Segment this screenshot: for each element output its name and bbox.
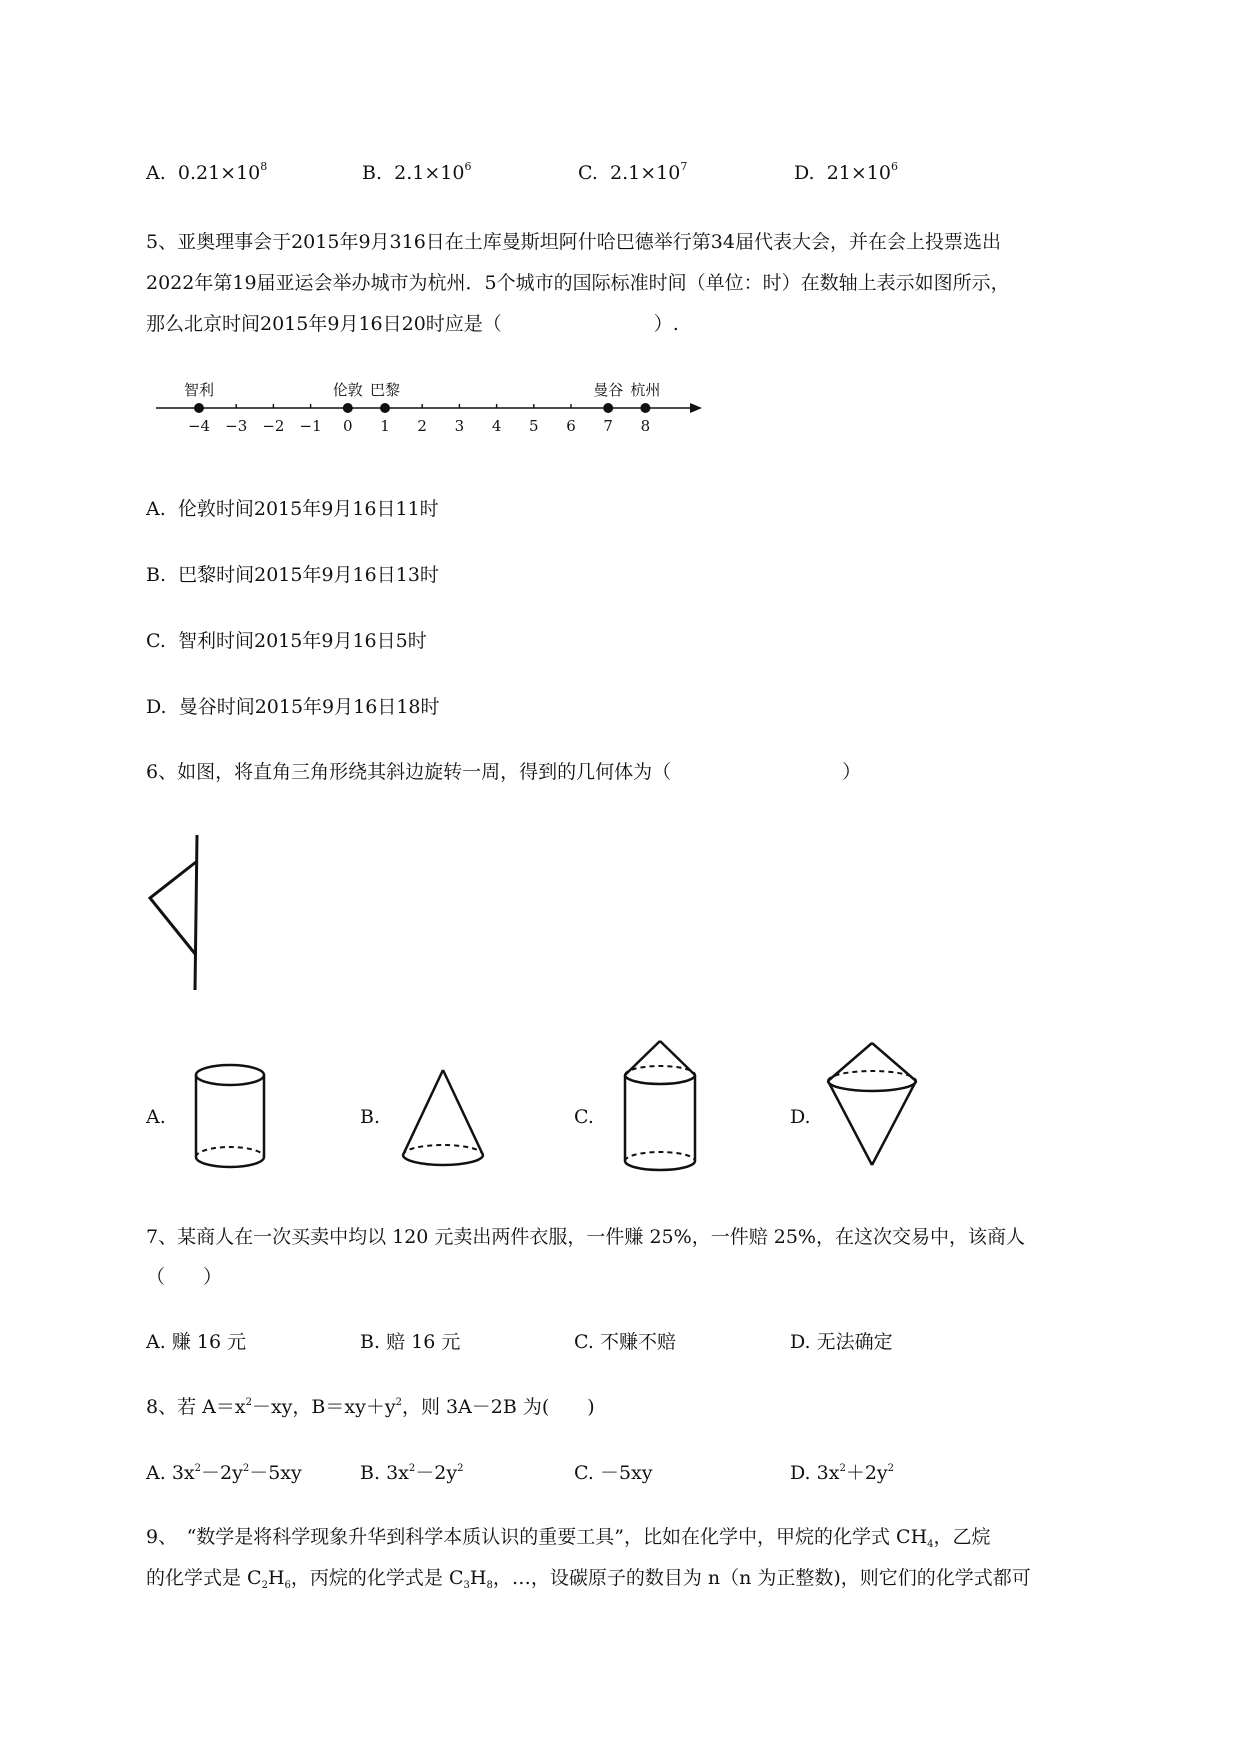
q7-stem-line2: （ ）: [146, 1266, 223, 1288]
exponent: 2: [245, 1397, 252, 1408]
q9-line1: [146, 1522, 991, 1550]
option-text: 曼谷时间2015年9月16日18时: [178, 696, 440, 718]
option-letter: C.: [574, 1331, 594, 1353]
q6-option-b-cone: [395, 1060, 495, 1175]
number-line-city-label: 伦敦: [332, 381, 363, 399]
q4-option-c: [578, 160, 687, 184]
q8-option-a: [146, 1458, 302, 1485]
subscript: 3: [463, 1580, 470, 1591]
number-line-point: [194, 403, 204, 413]
q8-stem: [146, 1392, 595, 1419]
exponent: 2: [395, 1397, 402, 1408]
stem-part: 8、若 A＝x: [146, 1396, 246, 1418]
option-text: 不赚不赔: [599, 1331, 676, 1353]
option-letter: A.: [146, 498, 166, 520]
q6-option-a-cylinder: [190, 1055, 280, 1175]
number-line-tick-label: 4: [491, 417, 502, 435]
option-text: 赔 16 元: [386, 1331, 461, 1353]
number-line-tick-label: 0: [343, 417, 353, 435]
q4-option-d: [794, 160, 898, 184]
expr-part: －5xy: [599, 1462, 653, 1484]
expr-part: －5xy: [249, 1462, 302, 1484]
q9-text: 的化学式是 C: [146, 1567, 262, 1589]
q5-option-c: [146, 626, 427, 653]
q6-option-c-letter: C.: [574, 1106, 594, 1128]
option-letter: C.: [146, 630, 166, 652]
exponent: 2: [242, 1463, 250, 1474]
q8-option-b: [360, 1458, 463, 1485]
option-letter: B.: [362, 162, 383, 184]
option-mantissa: 2.1×10: [394, 162, 465, 184]
option-letter: D.: [146, 696, 167, 718]
right-triangle: [150, 862, 196, 955]
q4-option-a: [146, 160, 267, 184]
q5-number-line: [150, 375, 710, 445]
expr-part: －2y: [415, 1462, 458, 1484]
option-mantissa: 2.1×10: [610, 162, 681, 184]
option-text: 无法确定: [816, 1331, 893, 1353]
q5-stem-line3: 那么北京时间2015年9月16日20时应是（ ）.: [146, 313, 679, 335]
number-line-tick-label: 3: [454, 417, 465, 435]
number-line-tick-label: 6: [566, 417, 576, 435]
option-letter: C.: [574, 1462, 594, 1484]
option-exponent: 7: [680, 160, 688, 173]
q6-option-a-letter: A.: [146, 1106, 166, 1128]
number-line-arrow: [690, 403, 702, 413]
option-exponent: 8: [260, 160, 268, 173]
number-line-point: [603, 403, 613, 413]
option-letter: A.: [146, 1331, 166, 1353]
exponent: 2: [839, 1463, 846, 1474]
subscript: 4: [927, 1539, 934, 1550]
number-line-point: [343, 403, 353, 413]
stem-part: －xy，B＝xy＋y: [251, 1396, 396, 1418]
number-line-tick-label: −2: [262, 417, 285, 435]
number-line-city-label: 杭州: [630, 381, 661, 399]
number-line-tick-label: 7: [603, 417, 613, 435]
q9-text: 9、 “数学是将科学现象升华到科学本质认识的重要工具”，比如在化学中，甲烷的化学式 CH: [146, 1526, 928, 1548]
number-line-city-label: 巴黎: [369, 381, 401, 399]
q5-option-a: [146, 494, 439, 521]
exponent: 2: [408, 1463, 416, 1474]
stem-part: ，则 3A－2B 为( ): [401, 1396, 595, 1418]
subscript: 2: [261, 1580, 268, 1591]
q5-option-d: [146, 692, 440, 719]
number-line-city-label: 智利: [183, 381, 215, 399]
subscript: 8: [486, 1580, 493, 1591]
q6-option-d-letter: D.: [790, 1106, 811, 1128]
exponent: 2: [457, 1463, 464, 1474]
q6-option-d-double-cone: [820, 1035, 930, 1175]
number-line-tick-label: 2: [417, 417, 427, 435]
option-letter: A.: [146, 162, 166, 184]
q9-text: H: [267, 1567, 285, 1589]
expr-part: 3x: [386, 1462, 409, 1484]
q7-option-c: [574, 1327, 676, 1354]
option-letter: B.: [360, 1331, 381, 1353]
option-letter: B.: [360, 1462, 381, 1484]
option-text: 赚 16 元: [171, 1331, 247, 1353]
option-mantissa: 0.21×10: [177, 162, 261, 184]
number-line-city-label: 曼谷: [593, 381, 624, 399]
q7-option-a: [146, 1327, 246, 1354]
option-text: 智利时间2015年9月16日5时: [178, 630, 427, 652]
q8-option-d: [790, 1458, 894, 1485]
q5-option-b: [146, 560, 439, 587]
expr-part: －2y: [201, 1462, 243, 1484]
q6-stem: 6、如图，将直角三角形绕其斜边旋转一周，得到的几何体为（ ）: [146, 761, 862, 783]
q4-option-b: [362, 160, 471, 184]
option-letter: B.: [146, 564, 167, 586]
option-letter: C.: [578, 162, 598, 184]
exponent: 2: [194, 1463, 201, 1474]
option-letter: D.: [790, 1462, 811, 1484]
q7-option-d: [790, 1327, 893, 1354]
number-line-tick-label: 1: [380, 417, 390, 435]
number-line-point: [640, 403, 650, 413]
option-letter: A.: [146, 1462, 166, 1484]
hypotenuse-axis: [195, 835, 197, 990]
number-line-tick-label: 5: [529, 417, 539, 435]
option-text: 巴黎时间2015年9月16日13时: [178, 564, 439, 586]
q9-text: ，丙烷的化学式是 C: [290, 1567, 464, 1589]
exponent: 2: [887, 1463, 895, 1474]
option-text: 伦敦时间2015年9月16日11时: [177, 498, 439, 520]
option-letter: D.: [794, 162, 815, 184]
option-exponent: 6: [890, 160, 898, 173]
option-mantissa: 21×10: [826, 162, 891, 184]
q6-option-b-letter: B.: [360, 1106, 381, 1128]
q8-option-c: [574, 1458, 653, 1485]
expr-part: 3x: [171, 1462, 195, 1484]
subscript: 6: [284, 1580, 291, 1591]
number-line-point: [380, 403, 390, 413]
q5-stem-line1: 5、亚奥理事会于2015年9月316日在土库曼斯坦阿什哈巴德举行第34届代表大会，并在会上投票选出: [146, 231, 1001, 253]
option-exponent: 6: [464, 160, 472, 173]
q9-line2: [146, 1563, 1031, 1591]
option-letter: D.: [790, 1331, 811, 1353]
q6-option-c-cylinder-cone: [615, 1035, 715, 1180]
q9-text: H: [469, 1567, 487, 1589]
q9-text: ，乙烷: [933, 1526, 991, 1548]
number-line-tick-label: −4: [187, 417, 211, 435]
expr-part: ＋2y: [845, 1462, 888, 1484]
number-line-tick-label: −3: [225, 417, 248, 435]
q9-text: ，…，设碳原子的数目为 n（n 为正整数)，则它们的化学式都可: [492, 1567, 1031, 1589]
q5-stem-line2: 2022年第19届亚运会举办城市为杭州．5个城市的国际标准时间（单位：时）在数轴上表示如图所示，: [146, 272, 1010, 294]
q7-stem-line1: 7、某商人在一次买卖中均以 120 元卖出两件衣服，一件赚 25%，一件赔 25%，在这次交易中，该商人: [146, 1226, 1025, 1248]
number-line-tick-label: 8: [640, 417, 651, 435]
number-line-tick-label: −1: [299, 417, 322, 435]
q6-triangle-figure: [140, 830, 210, 1000]
q7-option-b: [360, 1327, 460, 1354]
expr-part: 3x: [816, 1462, 840, 1484]
